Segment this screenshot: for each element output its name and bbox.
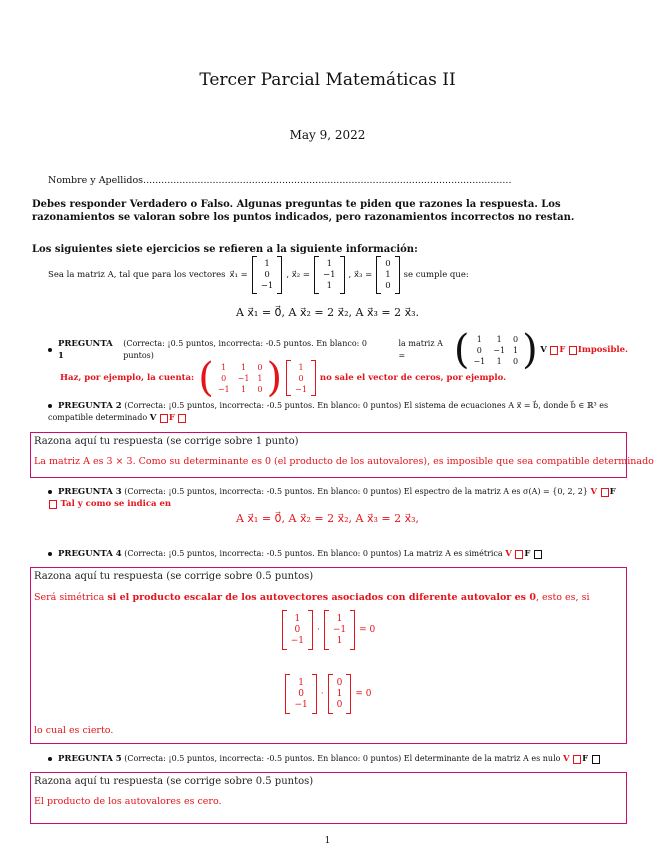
q2-label: PREGUNTA 2 [58,401,122,411]
q2-v-option[interactable]: V [149,413,157,423]
x3-label: , x⃗₃ = [348,270,373,280]
q3-label: PREGUNTA 3 [58,487,122,497]
x1-label: x⃗₁ = [229,270,248,280]
hint-matrix: ( 1 0 −1 1 −1 1 0 1 0 ) [198,355,283,401]
q3-note: Tal y como se indica en [60,499,172,509]
q5-scoring: (Correcta: ¡0.5 puntos, incorrecta: -0.5 puntos. En blanco: 0 puntos) [124,754,402,763]
q4-f-option[interactable]: F [524,549,531,559]
vector-x3: 0 1 0 [376,256,399,294]
vector-x2: 1 −1 1 [314,256,345,294]
question-4 [48,548,628,560]
q1-label: PREGUNTA 1 [57,339,113,361]
vector-x1: 1 0 −1 [252,256,283,294]
instructions: Debes responder Verdadero o Falso. Algunas preguntas te piden que razones la respuesta. Los razonamientos se valoran sobre los puntos indicados, pero razonamientos incorrectos no restan. [32,199,575,223]
q1-hint-tail: no sale el vector de ceros, por ejemplo. [319,373,507,383]
name-field[interactable]: Nombre y Apellidos.......................................................................................................................... [48,175,512,186]
q1-checkbox[interactable] [550,346,558,355]
q5-checkbox-f[interactable] [592,755,600,764]
q4-v-option[interactable]: V [505,549,512,559]
q3-scoring: (Correcta: ¡0.5 puntos, incorrecta: -0.5 puntos. En blanco: 0 puntos) [124,487,402,496]
q1-checkbox-imposible[interactable] [569,346,577,355]
page-number: 1 [324,836,331,846]
bullet [48,757,52,761]
q3-checkbox-v[interactable] [601,488,609,497]
dot2-vector-b: 0 1 0 [328,674,352,714]
q1-f-option[interactable]: F [559,345,566,355]
exam-date: May 9, 2022 [289,128,366,142]
q5-stem: El determinante de la matriz A es nulo [403,754,561,763]
bullet [48,404,52,408]
q3-equation: A x⃗₁ = 0⃗, A x⃗₂ = 2 x⃗₂, A x⃗₃ = 2 x⃗₃, [235,512,420,525]
x2-label: , x⃗₂ = [286,270,311,280]
dot1-vector-b: 1 −1 1 [324,610,355,650]
box1-title: Razona aquí tu respuesta (se corrige sobre 1 punto) [34,436,299,447]
box1-answer: La matriz A es 3 × 3. Como su determinante es 0 (el producto de los autovalores), es imposible que sea compatible determinado [34,456,654,467]
q1-scoring: (Correcta: ¡0.5 puntos, incorrecta: -0.5 puntos. En blanco: 0 puntos) [123,339,367,360]
hint-vector: 1 0 −1 [286,360,316,396]
dot-product-1 [31,610,626,650]
box2-title: Razona aquí tu respuesta (se corrige sobre 0.5 puntos) [34,571,314,582]
box2-line-b: si el producto escalar de los autovectores asociados con diferente autovalor es 0 [107,592,536,603]
dot-operator: · [320,689,324,699]
q4-label: PREGUNTA 4 [58,549,122,559]
q5-v-option[interactable]: V [563,754,570,764]
info-lead: Sea la matriz A, tal que para los vectores [48,270,226,280]
answer-box-2[interactable] [30,567,627,744]
box3-answer: El producto de los autovalores es cero. [34,796,222,807]
q5-f-option[interactable]: F [582,754,589,764]
question-5 [48,753,628,765]
q3-stem: El espectro de la matriz A es σ(A) = {0, 2, 2} [403,487,588,496]
dot2-result: = 0 [355,689,372,699]
bullet [48,490,52,494]
q2-checkbox-v[interactable] [160,414,168,423]
answer-box-1[interactable] [30,432,654,478]
dot1-result: = 0 [359,625,376,635]
info-heading: Los siguientes siete ejercicios se refieren a la siguiente información: [32,244,418,255]
info-equation: A x⃗₁ = 0⃗, A x⃗₂ = 2 x⃗₂, A x⃗₃ = 2 x⃗₃. [235,306,420,319]
q4-stem: La matriz A es simétrica [403,549,503,558]
dot2-vector-a: 1 0 −1 [285,674,316,714]
bullet [48,348,52,352]
box3-title: Razona aquí tu respuesta (se corrige sobre 0.5 puntos) [34,776,314,787]
info-vectors [48,256,469,294]
box2-line-a: Será simétrica [34,592,105,603]
q1-imposible: Imposible. [577,345,628,355]
page-title: Tercer Parcial Matemáticas II [199,70,456,90]
q1-stem: la matriz A = [398,339,443,360]
q2-checkbox-f[interactable] [178,414,186,423]
q5-label: PREGUNTA 5 [58,754,122,764]
q5-checkbox-v[interactable] [573,755,581,764]
q3-f-option[interactable]: F [609,487,616,497]
dot1-vector-a: 1 0 −1 [282,610,313,650]
question-2 [48,400,628,424]
q4-checkbox-f[interactable] [534,550,542,559]
info-tail: se cumple que: [403,270,469,280]
q3-v-option[interactable]: V [590,487,598,497]
dot-operator: · [316,625,320,635]
q4-checkbox-v[interactable] [515,550,523,559]
bullet [48,552,52,556]
q1-v-option[interactable]: V [540,345,547,355]
q1-hint [60,355,507,401]
answer-box-3[interactable] [30,772,627,824]
q1-hint-lead: Haz, por ejemplo, la cuenta: [60,373,195,383]
q4-scoring: (Correcta: ¡0.5 puntos, incorrecta: -0.5 puntos. En blanco: 0 puntos) [124,549,402,558]
box2-conclusion: lo cual es cierto. [34,725,114,736]
q2-scoring: (Correcta: ¡0.5 puntos, incorrecta: -0.5 puntos. En blanco: 0 puntos) [124,401,402,410]
q3-checkbox-f[interactable] [49,500,57,509]
q2-stem: El sistema de ecuaciones A x⃗ = b⃗, donde b⃗ ∈ ℝ³ es compatible determinado [48,401,609,422]
box2-line-c: , esto es, si [535,592,590,603]
matrix-A: ( 1 0 −1 1 −1 1 0 1 0 ) [453,327,538,373]
question-3 [48,486,628,510]
dot-product-2 [31,674,626,714]
q2-f-option[interactable]: F [168,413,175,423]
box2-reason [34,592,589,603]
